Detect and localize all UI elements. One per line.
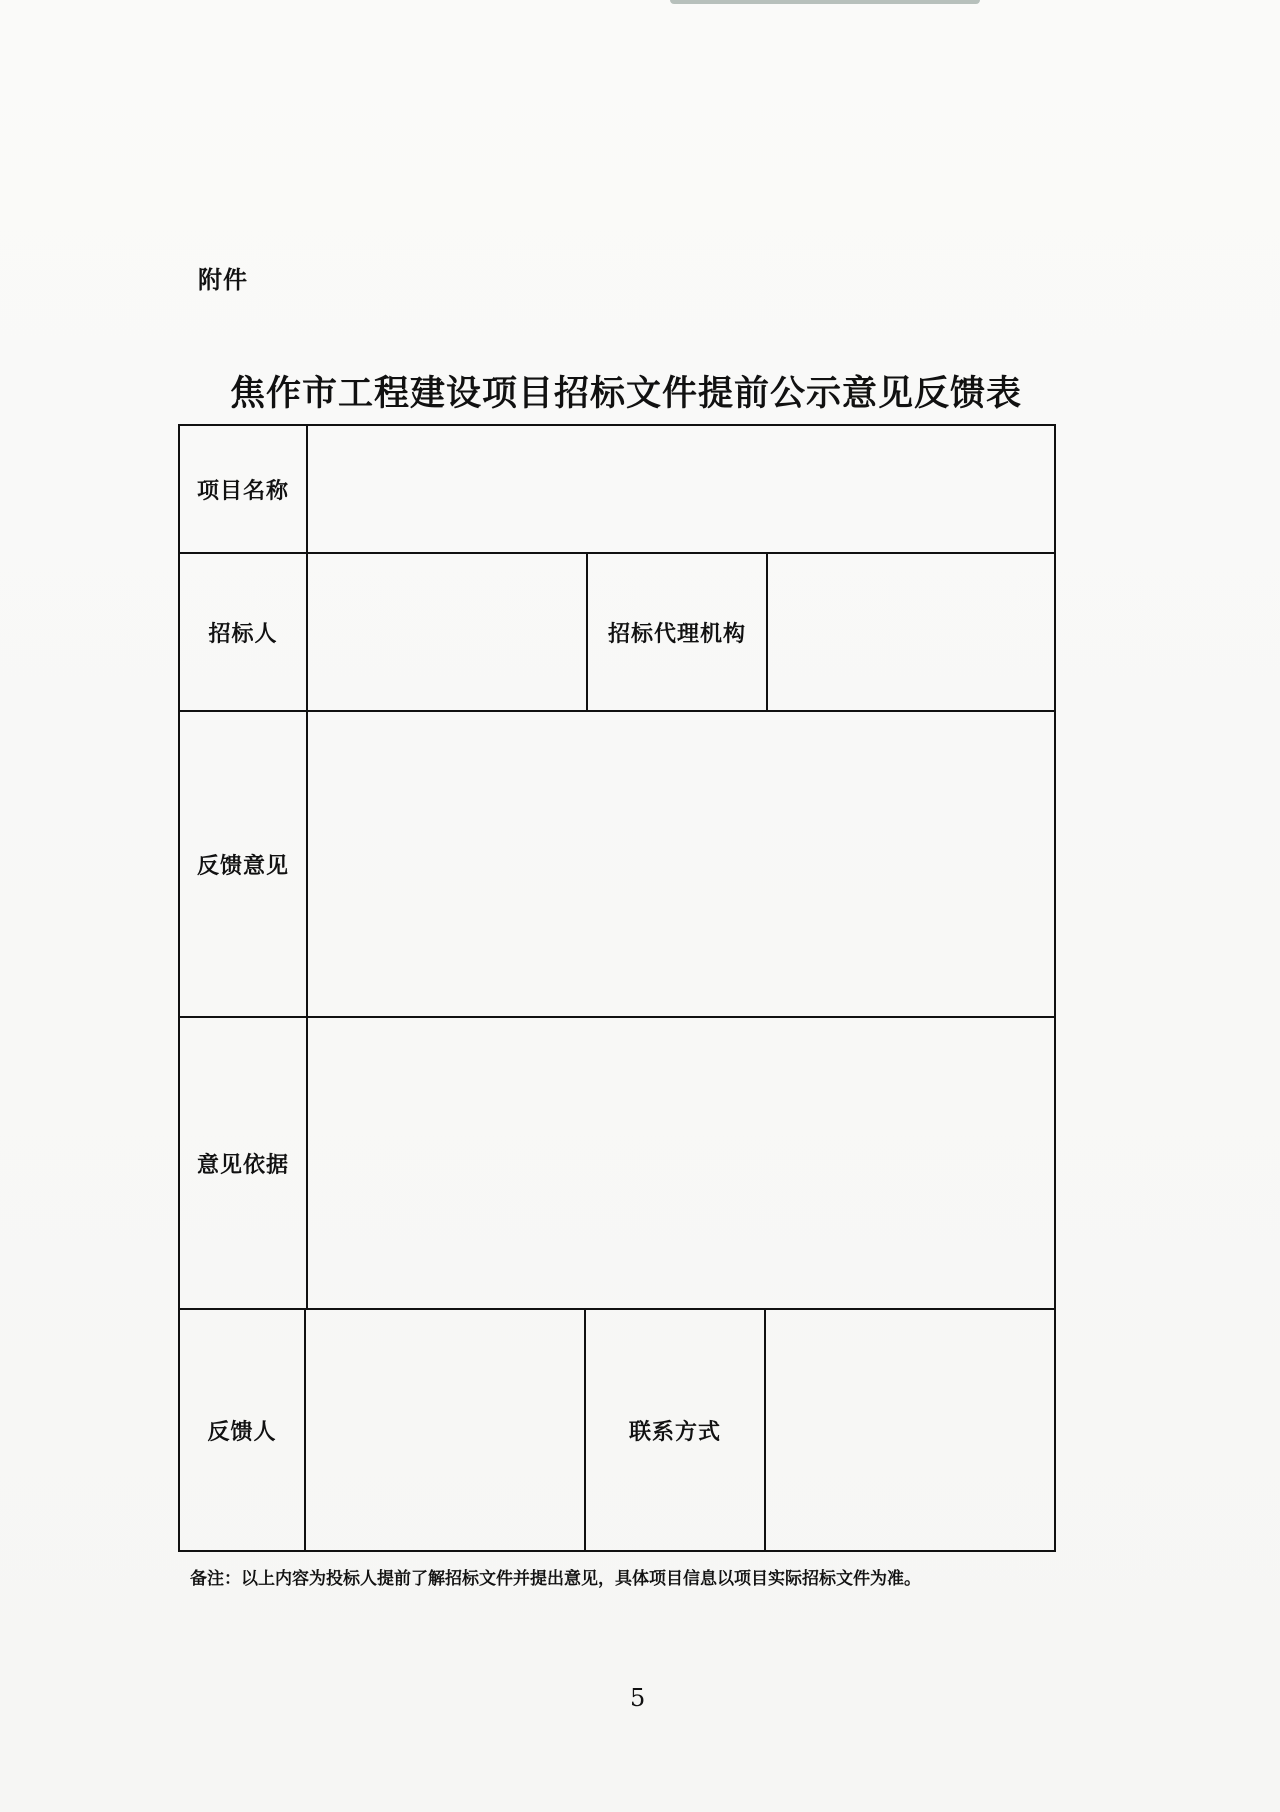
feedback-opinion-label-cell: [180, 712, 308, 1016]
contact-value-cell[interactable]: [766, 1310, 1054, 1550]
opinion-basis-label: 意见依据: [196, 1152, 289, 1178]
row-project-name: [180, 426, 1054, 554]
feedback-person-value-cell[interactable]: [306, 1310, 586, 1550]
agency-label-cell: [588, 554, 768, 710]
contact-label-cell: [586, 1310, 766, 1550]
project-name-label-cell: [180, 426, 308, 552]
feedback-opinion-label: 反馈意见: [196, 853, 289, 879]
scan-edge-shadow: [670, 0, 980, 4]
attachment-label: 附件: [198, 266, 248, 294]
tenderer-label-cell: [180, 554, 308, 710]
agency-value-cell[interactable]: [768, 554, 1054, 710]
page-number: 5: [630, 1684, 646, 1712]
row-feedback-opinion: [180, 712, 1054, 1018]
feedback-person-label: 反馈人: [207, 1419, 277, 1445]
tenderer-label: 招标人: [208, 621, 278, 647]
feedback-person-label-cell: [180, 1310, 306, 1550]
feedback-opinion-value-cell[interactable]: [308, 712, 1054, 1016]
document-title: 焦作市工程建设项目招标文件提前公示意见反馈表: [230, 373, 1023, 414]
opinion-basis-value-cell[interactable]: [308, 1018, 1054, 1308]
row-opinion-basis: [180, 1018, 1054, 1310]
row-tenderer: [180, 554, 1054, 712]
project-name-label: 项目名称: [196, 478, 289, 504]
agency-label: 招标代理机构: [607, 621, 746, 647]
tenderer-value-cell[interactable]: [308, 554, 588, 710]
opinion-basis-label-cell: [180, 1018, 308, 1308]
feedback-form-table: [178, 424, 1056, 1552]
contact-label: 联系方式: [628, 1419, 721, 1445]
row-feedback-person: [180, 1310, 1054, 1550]
remarks-note: 备注：以上内容为投标人提前了解招标文件并提出意见，具体项目信息以项目实际招标文件为准。: [190, 1569, 921, 1589]
project-name-value-cell[interactable]: [308, 426, 1054, 552]
